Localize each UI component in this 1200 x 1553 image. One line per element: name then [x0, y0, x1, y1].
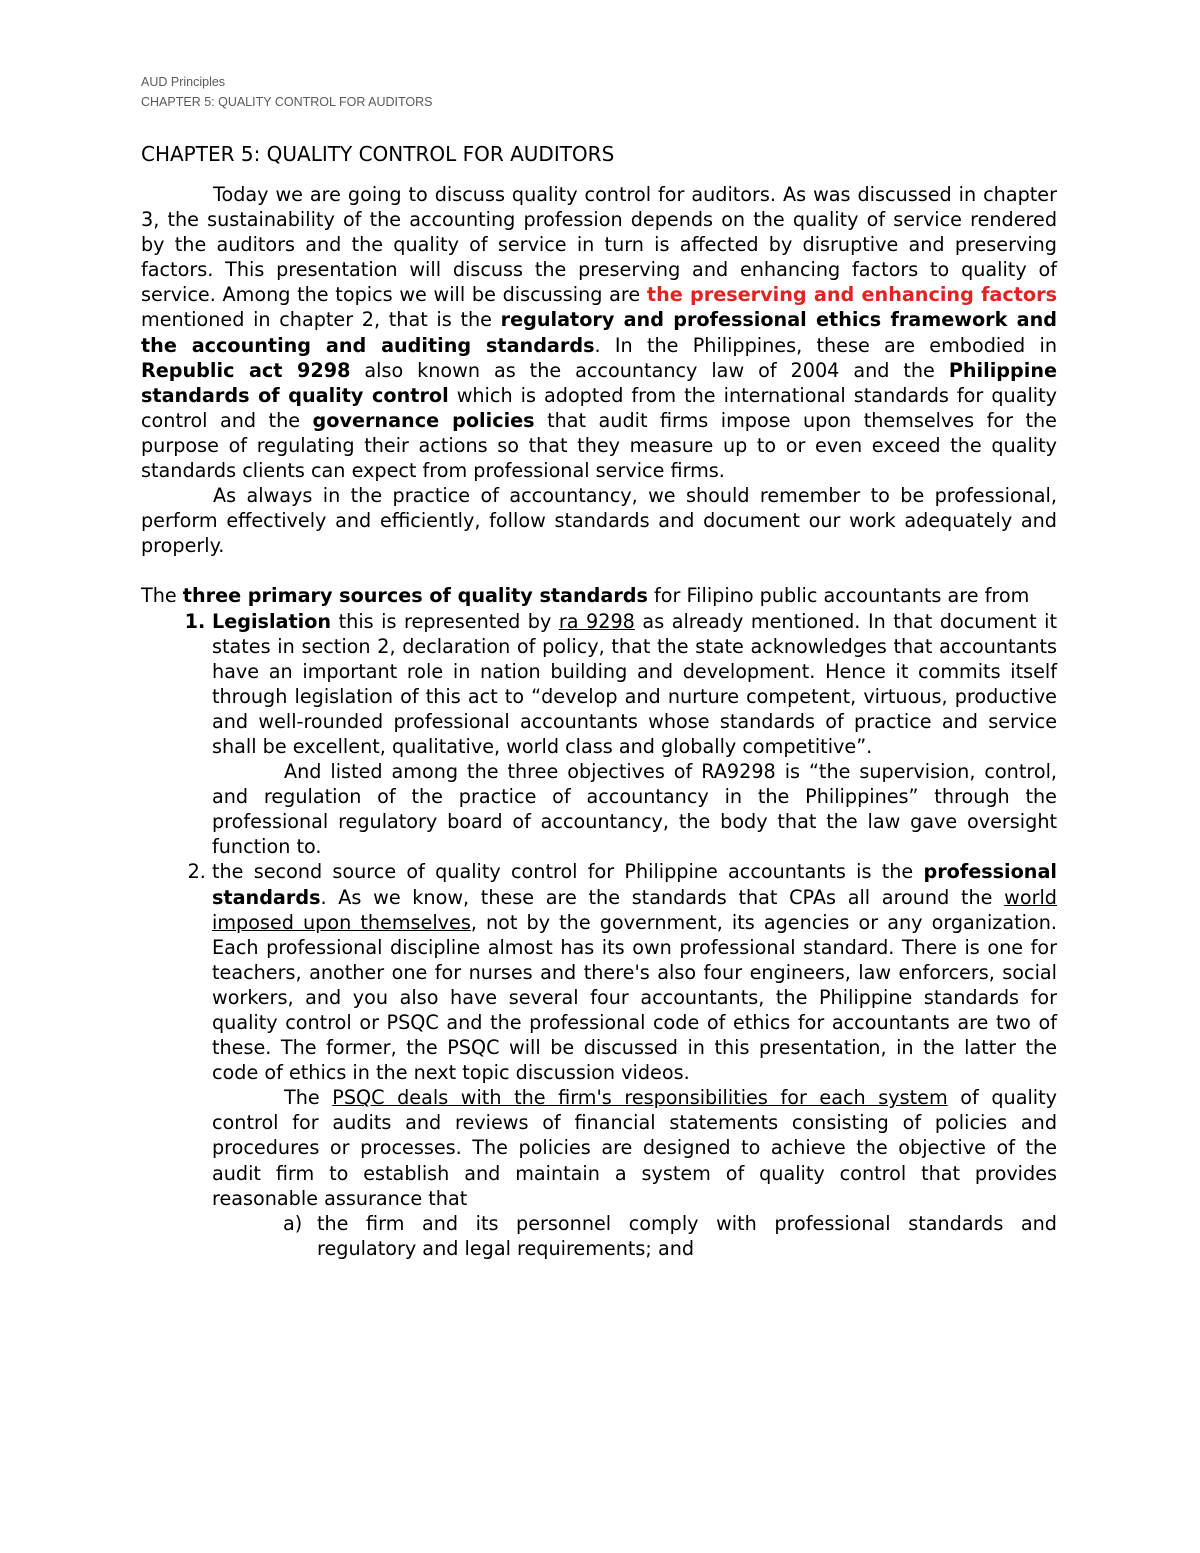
intro-highlight-factors: the preserving and enhancing factors — [646, 283, 1057, 307]
list-item-professional-standards — [212, 859, 1057, 1261]
document-body — [141, 140, 1057, 1261]
prof-text-5: , not by the government, its agencies or any organization. Each professional discipline almost has its own professional standard. There is one for teachers, another one for nurses and there's also four engineers, law enforcers, social workers, and you also have several four accountants, the Philippine standards for quality control or PSQC and the professional code of ethics for accountants are two of these. The former, the PSQC will be discussed in this presentation, in the latter the code of ethics in the next topic discussion videos. — [212, 910, 1057, 1085]
intro-bold-governance: governance policies — [312, 408, 535, 432]
intro-text-11: that audit firms impose upon themselves for the purpose of regulating their actions so that they measure up to or even exceed the quality standards clients can expect from professional service firms. — [141, 408, 1057, 483]
sublist-text-a: the firm and its personnel comply with professional standards and regulatory and legal requirements; and — [317, 1211, 1057, 1260]
assurance-sublist — [212, 1211, 1057, 1261]
sublist-marker-a: a) — [283, 1211, 303, 1235]
legislation-paragraph — [212, 609, 1057, 760]
ra9298-link: ra 9298 — [558, 609, 635, 633]
prof-text-1: the second source of quality control for Philippine accountants is the — [212, 860, 924, 884]
running-header — [141, 72, 741, 112]
sources-bold: three primary sources of quality standards — [182, 584, 648, 608]
practice-paragraph: As always in the practice of accountancy, we should remember to be professional, perform effectively and efficiently, follow standards and document our work adequately and properly. — [141, 484, 1057, 558]
psqc-text-1: The — [284, 1086, 333, 1110]
intro-text-3: mentioned in chapter 2, that is the — [141, 308, 501, 332]
professional-standards-paragraph — [212, 859, 1057, 1085]
intro-text-1: Today we are going to discuss quality control for auditors. As was discussed in chapter 3, the sustainability of the accounting profession depends on the quality of service rendered by the auditors and the quality of service in turn is affected by disruptive and preserving factors. This presentation will discuss the preserving and enhancing factors to quality of service. Among the topics we will be discussing are — [141, 183, 1057, 307]
intro-bold-ra9298: Republic act 9298 — [141, 358, 351, 382]
prof-bold: professional standards — [212, 860, 1057, 909]
sources-intro-paragraph — [141, 583, 1057, 608]
prof-text-3: . As we know, these are the standards that CPAs all around the — [320, 885, 1005, 909]
psqc-text-3: of quality control for audits and reviews of financial statements consisting of policies and procedures or processes. The policies are designed to achieve the objective of the audit firm to establish and maintain a system of quality control that provides reasonable assurance that — [212, 1086, 1057, 1210]
legislation-text-4: as already mentioned. In that document it states in section 2, declaration of policy, that the state acknowledges that accountants have an important role in nation building and development. Hence it commits itself through legislation of this act to “develop and nurture competent, virtuous, productive and well-rounded professional accountants whose standards of practice and service shall be excellent, qualitative, world class and globally competitive”. — [212, 609, 1058, 758]
intro-text-7: also known as the accountancy law of 2004 and the — [350, 358, 949, 382]
objectives-paragraph: And listed among the three objectives of RA9298 is “the supervision, control, and regulation of the practice of accountancy in the Philippines” through the professional regulatory board of accountancy, the body that the law gave oversight function to. — [212, 760, 1057, 859]
sublist-item-a — [283, 1211, 1057, 1261]
list-item-legislation — [212, 609, 1057, 860]
intro-text-5: . In the Philippines, these are embodied in — [594, 333, 1057, 357]
psqc-paragraph — [212, 1085, 1057, 1210]
sources-text-1: The — [141, 584, 183, 608]
prof-underline: world imposed upon themselves — [212, 885, 1057, 934]
psqc-underline: PSQC deals with the firm's responsibilities for each system — [332, 1086, 948, 1110]
intro-bold-framework: regulatory and professional ethics framework and the accounting and auditing standards — [141, 308, 1057, 357]
header-chapter: CHAPTER 5: QUALITY CONTROL FOR AUDITORS — [141, 95, 433, 109]
intro-bold-psqc: Philippine standards of quality control — [141, 358, 1058, 407]
chapter-title: CHAPTER 5: QUALITY CONTROL FOR AUDITORS — [141, 142, 615, 166]
intro-text-9: which is adopted from the international standards for quality control and the — [141, 383, 1057, 432]
intro-paragraph — [141, 182, 1057, 483]
sources-text-3: for Filipino public accountants are from — [647, 584, 1030, 608]
legislation-label: Legislation — [212, 609, 332, 633]
sources-list — [141, 609, 1057, 1261]
legislation-text-2: this is represented by — [331, 609, 559, 633]
header-course: AUD Principles — [141, 75, 226, 89]
